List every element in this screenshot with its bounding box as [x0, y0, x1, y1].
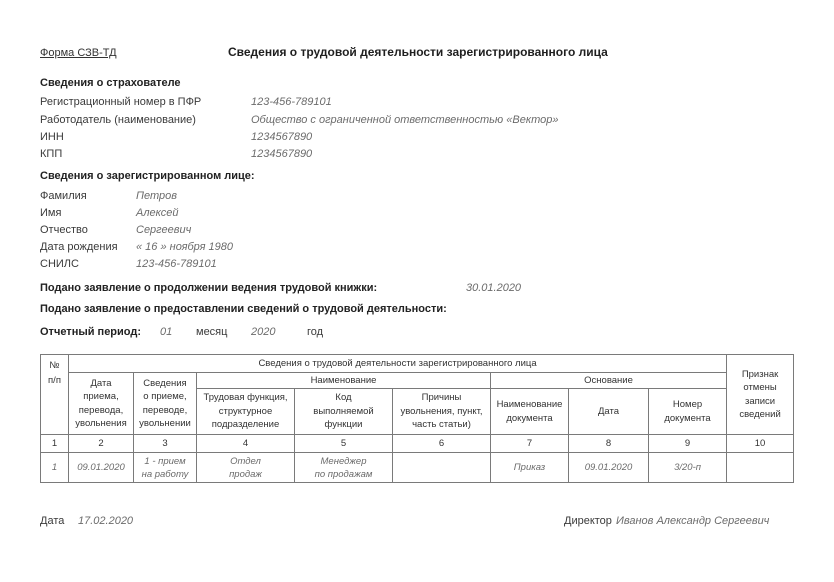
header-line: Трудовая функция,: [203, 392, 288, 404]
last-name-label: Фамилия: [40, 190, 87, 202]
header-line: Код: [335, 392, 352, 404]
header-line: №: [49, 360, 60, 371]
snils-label: СНИЛС: [40, 258, 79, 270]
birth-date-label: Дата рождения: [40, 241, 118, 253]
snils-value: 123-456-789101: [136, 258, 217, 270]
header-group-basis: Основание: [491, 373, 727, 389]
employer-label: Работодатель (наименование): [40, 114, 196, 126]
header-group-name: Наименование: [197, 373, 491, 389]
header-line: Дата: [597, 405, 620, 417]
cell-line: 1 - прием: [144, 455, 186, 467]
cell-function-code: [295, 453, 393, 483]
header-line: увольнения, пункт,: [400, 405, 483, 417]
continue-workbook-value: 30.01.2020: [466, 282, 522, 294]
cell-date: 09.01.2020: [69, 453, 134, 483]
cell-reason: [393, 453, 491, 483]
table-row: [41, 453, 794, 483]
header-line: документа: [664, 412, 711, 424]
header-line: переводе,: [142, 404, 188, 416]
header-line: отмены: [743, 382, 777, 393]
header-cancel-flag: [727, 355, 794, 435]
provide-info-label: Подано заявление о предоставлении сведений о трудовой деятельности:: [40, 303, 447, 315]
cell-line: Отдел: [230, 455, 261, 467]
header-line: выполняемой: [313, 405, 374, 417]
header-line: перевода,: [78, 404, 124, 416]
column-number: 10: [727, 435, 794, 453]
header-line: Сведения: [143, 377, 187, 389]
column-number: 5: [295, 435, 393, 453]
header-line: функции: [324, 419, 363, 431]
cell-line: на работу: [141, 468, 189, 480]
header-doc-date: [569, 389, 649, 435]
header-function-code: [295, 389, 393, 435]
cell-line: по продажам: [314, 468, 373, 480]
header-line: документа: [506, 412, 553, 424]
footer-position: Директор: [564, 515, 612, 527]
column-number: 1: [41, 435, 69, 453]
period-label: Отчетный период:: [40, 326, 142, 338]
cell-doc-date: 09.01.2020: [569, 453, 649, 483]
employment-records-table: [40, 354, 794, 483]
header-line: Признак: [741, 368, 779, 380]
header-line: подразделение: [211, 419, 280, 431]
column-number: 7: [491, 435, 569, 453]
header-doc-name: [491, 389, 569, 435]
cell-event: [134, 453, 197, 483]
header-line: п/п: [48, 375, 61, 386]
cell-line: Менеджер: [320, 455, 367, 467]
person-heading: Сведения о зарегистрированном лице:: [40, 170, 255, 182]
footer-date-value: 17.02.2020: [78, 515, 134, 527]
cell-line: продаж: [229, 468, 262, 480]
document-title: Сведения о трудовой деятельности зарегистрированного лица: [228, 45, 608, 59]
patronymic-value: Сергеевич: [136, 224, 192, 236]
period-month-value: 01: [160, 326, 173, 338]
insurer-heading: Сведения о страхователе: [40, 77, 181, 89]
column-number: 4: [197, 435, 295, 453]
reg-number-value: 123-456-789101: [251, 96, 332, 108]
period-year-label: год: [307, 326, 324, 338]
employer-value: Общество с ограниченной ответственностью «Вектор»: [251, 114, 559, 126]
header-line: Наименование: [496, 399, 563, 410]
kpp-label: КПП: [40, 148, 63, 160]
header-date: [69, 373, 134, 435]
form-label: Форма СЗВ-ТД: [40, 47, 117, 59]
cell-doc-name: Приказ: [491, 453, 569, 483]
column-number: 3: [134, 435, 197, 453]
kpp-value: 1234567890: [251, 148, 313, 160]
header-reason: [393, 389, 491, 435]
cell-doc-number: 3/20-п: [649, 453, 727, 483]
first-name-value: Алексей: [136, 207, 179, 219]
header-num: [41, 355, 69, 435]
column-number: 9: [649, 435, 727, 453]
cell-num: 1: [41, 453, 69, 483]
header-group-main: Сведения о трудовой деятельности зарегистрированного лица: [69, 355, 727, 373]
column-number: 8: [569, 435, 649, 453]
footer-signatory: Иванов Александр Сергеевич: [616, 515, 770, 527]
patronymic-label: Отчество: [40, 224, 88, 236]
header-line: сведений: [739, 409, 781, 420]
header-line: Причины: [421, 392, 462, 404]
header-doc-number: [649, 389, 727, 435]
header-line: структурное: [218, 405, 273, 417]
cell-position: [197, 453, 295, 483]
column-numbers-row: [41, 435, 794, 453]
continue-workbook-label: Подано заявление о продолжении ведения трудовой книжки:: [40, 282, 378, 294]
footer-date-label: Дата: [40, 515, 65, 527]
header-line: часть статьи): [412, 419, 471, 431]
last-name-value: Петров: [136, 190, 177, 202]
header-position: [197, 389, 295, 435]
reg-number-label: Регистрационный номер в ПФР: [40, 96, 202, 108]
header-line: о приеме,: [143, 391, 187, 402]
period-year-value: 2020: [251, 326, 276, 338]
first-name-label: Имя: [40, 207, 62, 219]
header-event: [134, 373, 197, 435]
column-number: 2: [69, 435, 134, 453]
header-line: увольнения: [75, 418, 127, 429]
header-line: записи: [744, 395, 776, 407]
header-line: Дата: [90, 377, 112, 389]
inn-value: 1234567890: [251, 131, 313, 143]
birth-date-value: « 16 » ноября 1980: [136, 241, 234, 253]
header-line: Номер: [672, 399, 703, 410]
period-month-label: месяц: [196, 326, 228, 338]
cell-cancel-flag: [727, 453, 794, 483]
inn-label: ИНН: [40, 131, 64, 143]
header-line: приема,: [83, 391, 119, 402]
column-number: 6: [393, 435, 491, 453]
header-line: увольнении: [139, 418, 191, 429]
